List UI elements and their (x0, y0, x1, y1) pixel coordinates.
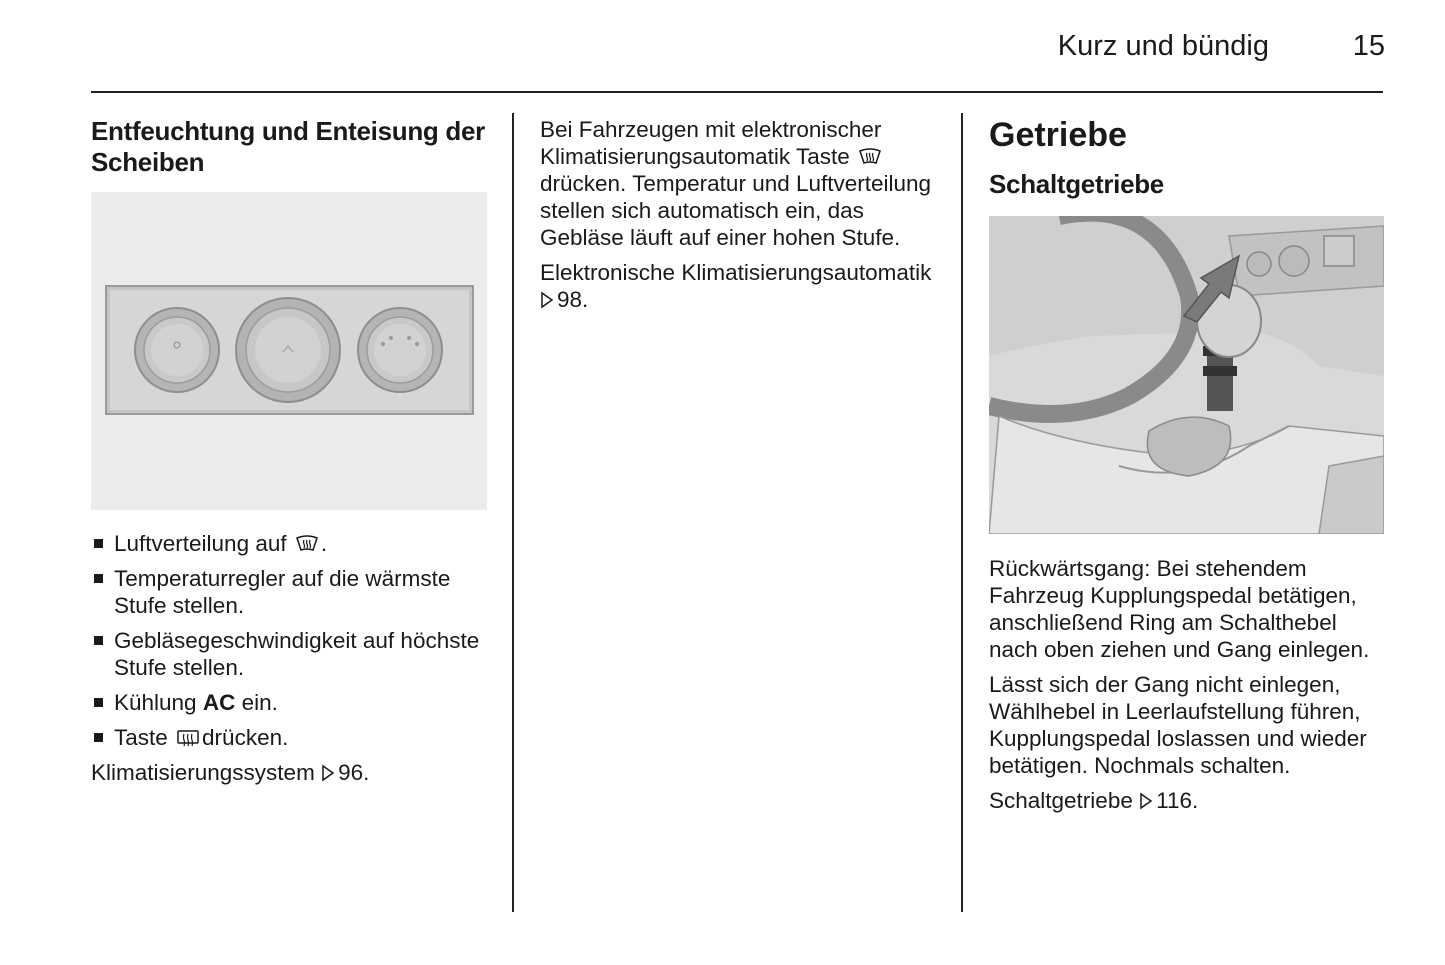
list-item: Temperaturregler auf die wärmste Stufe stellen. (91, 565, 501, 619)
climate-panel-drawing (91, 192, 487, 510)
list-item: Gebläsegeschwindigkeit auf höchste Stufe stellen. (91, 627, 501, 681)
page-number: 15 (1352, 30, 1385, 62)
windshield-defrost-icon (295, 534, 319, 554)
list-item: Taste drücken. (91, 724, 501, 751)
right-column-body (989, 555, 1391, 822)
section-heading: Entfeuchtung und Enteisung der Scheiben (91, 116, 485, 177)
air-distribution-knob (358, 308, 442, 392)
reference-line: Elektronische Klimatisierungsautomatik 98. (540, 260, 932, 312)
list-item: Luftverteilung auf . (91, 530, 501, 557)
header-divider (91, 91, 1383, 93)
temperature-knob (135, 308, 219, 392)
page-reference-arrow-icon (1139, 792, 1153, 810)
page-reference-arrow-icon (321, 764, 335, 782)
middle-column (540, 116, 945, 321)
climate-control-illustration (91, 192, 487, 510)
section-title: Getriebe (989, 116, 1127, 154)
page-reference-arrow-icon (540, 291, 554, 309)
paragraph: Rückwärtsgang: Bei stehendem Fahrzeug Kupplungspedal betätigen, anschließend Ring am Schalthebel nach oben ziehen und Gang einlegen. (989, 556, 1370, 662)
column-divider-2 (961, 113, 963, 912)
paragraph: Bei Fahrzeugen mit elektronischer Klimatisierungsautomatik Taste drücken. Temperatur und Luftverteilung stellen sich automatisch ein, das Gebläse läuft auf einer hohen Stufe. (540, 117, 932, 250)
gear-shift-drawing (989, 216, 1384, 534)
reference-line: Schaltgetriebe 116. (989, 788, 1199, 813)
page-header-title: Kurz und bündig (1057, 30, 1269, 62)
instruction-list (91, 530, 501, 751)
right-column (989, 115, 1389, 200)
gear-shift-illustration (989, 216, 1384, 534)
reference-line: Klimatisierungssystem 96. (91, 760, 370, 785)
left-column (91, 116, 491, 178)
fan-knob (236, 298, 340, 402)
list-item: Kühlung AC ein. (91, 689, 501, 716)
rear-window-heater-icon (176, 728, 200, 748)
windshield-defrost-icon (858, 147, 882, 167)
subsection-heading: Schaltgetriebe (989, 169, 1164, 199)
paragraph: Lässt sich der Gang nicht einlegen, Wählhebel in Leerlaufstellung führen, Kupplungspedal loslassen und wieder betätigen. Nochmals schalten. (989, 672, 1367, 778)
column-divider-1 (512, 113, 514, 912)
left-column-body (91, 530, 501, 794)
